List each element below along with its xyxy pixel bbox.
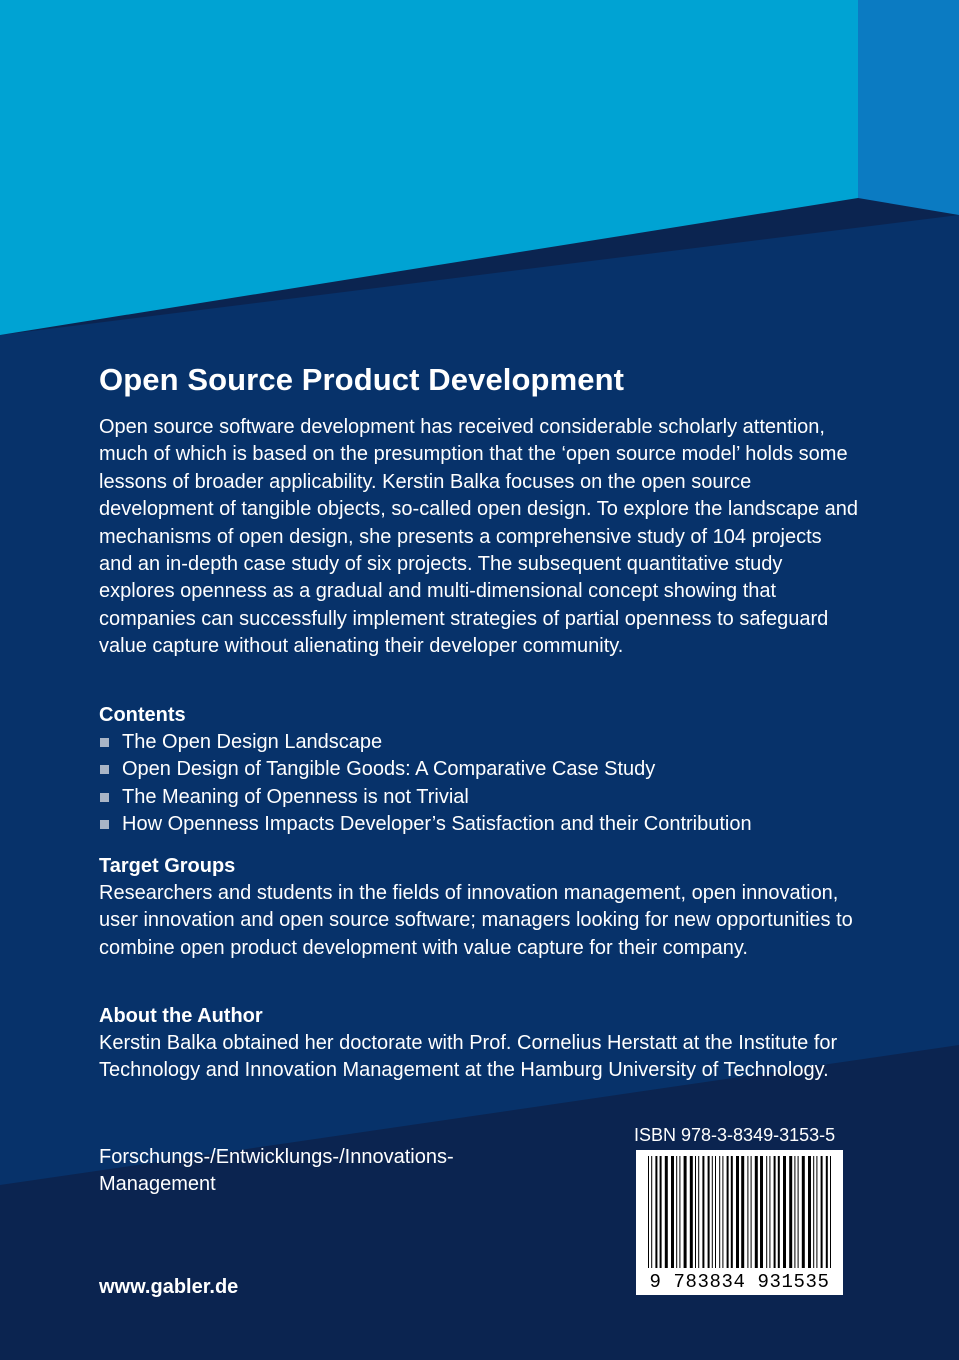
barcode-bar xyxy=(789,1156,792,1268)
barcode-bar xyxy=(741,1156,744,1268)
contents-list xyxy=(99,729,752,839)
square-bullet-icon xyxy=(100,820,109,829)
square-bullet-icon xyxy=(100,765,109,774)
barcode-bar xyxy=(727,1156,729,1268)
contents-item-label: How Openness Impacts Developer’s Satisfaction and their Contribution xyxy=(122,813,752,836)
about-author-text: Kerstin Balka obtained her doctorate with Prof. Cornelius Herstatt at the Institute for Technology and Innovation Management at the Hamburg University of Technology. xyxy=(99,1032,838,1082)
barcode-bar xyxy=(794,1156,795,1268)
barcode-bar xyxy=(715,1156,716,1268)
barcode-bar xyxy=(731,1156,733,1268)
contents-heading: Contents xyxy=(99,704,186,726)
book-description: Open source software development has received considerable scholarly attention, much of which is based on the presumption that the ‘open source model’ holds some lessons of broader applicability. Kerstin Balka focuses on the open source development of tangible objects, so-called open design. To explore the landscape and mechanisms of open design, she presents a comprehensive study of 104 projects and an in-depth case study of six projects. The subsequent quantitative study explores openness as a gradual and multi-dimensional concept showing that companies can successfully implement strategies of partial openness to safeguard value capture without alienating their developer community. xyxy=(99,416,859,658)
barcode-bar xyxy=(684,1156,687,1268)
barcode-bar xyxy=(665,1156,668,1268)
barcode-bar xyxy=(722,1156,723,1268)
barcode-bar xyxy=(679,1156,680,1268)
barcode-bar xyxy=(816,1156,817,1268)
series-name: Forschungs-/Entwicklungs-/Innovations-Management xyxy=(99,1146,454,1196)
barcode-bar xyxy=(808,1156,811,1268)
barcode-bar xyxy=(778,1156,780,1268)
barcode-bar xyxy=(708,1156,710,1268)
barcode-bar xyxy=(774,1156,776,1268)
barcode-bar xyxy=(676,1156,677,1268)
barcode-bar xyxy=(648,1156,649,1268)
barcode-bar xyxy=(760,1156,763,1268)
barcode-bar xyxy=(783,1156,786,1268)
barcode-bar xyxy=(698,1156,699,1268)
contents-item xyxy=(99,729,752,756)
isbn-label: ISBN 978-3-8349-3153-5 xyxy=(634,1125,836,1145)
barcode-bar xyxy=(821,1156,823,1268)
barcode-bar xyxy=(798,1156,799,1268)
barcode-bar xyxy=(747,1156,748,1268)
square-bullet-icon xyxy=(100,738,109,747)
contents-item xyxy=(99,811,752,838)
barcode-bar xyxy=(671,1156,674,1268)
contents-item-label: The Meaning of Openness is not Trivial xyxy=(122,785,469,808)
barcode-bar xyxy=(702,1156,704,1268)
barcode-bar xyxy=(719,1156,720,1268)
book-title: Open Source Product Development xyxy=(99,362,625,397)
barcode-bar xyxy=(651,1156,652,1268)
barcode-bar xyxy=(802,1156,805,1268)
barcode-bar xyxy=(660,1156,662,1268)
barcode-bar xyxy=(766,1156,767,1268)
contents-item xyxy=(99,784,752,811)
contents-item-label: The Open Design Landscape xyxy=(122,731,383,753)
about-author-heading: About the Author xyxy=(99,1005,263,1027)
barcode-bar xyxy=(830,1156,831,1268)
barcode-bar xyxy=(655,1156,657,1268)
barcode-bar xyxy=(755,1156,758,1268)
barcode-bar xyxy=(695,1156,696,1268)
target-groups-heading: Target Groups xyxy=(99,855,236,877)
barcode-bar xyxy=(736,1156,739,1268)
barcode-bar xyxy=(751,1156,752,1268)
barcode-bar xyxy=(813,1156,814,1268)
target-groups-text: Researchers and students in the fields of innovation management, open innovation, user innovation and open source software; managers looking for new opportunities to combine open product development with value capture for their company. xyxy=(99,882,853,959)
barcode-bar xyxy=(712,1156,713,1268)
square-bullet-icon xyxy=(100,793,109,802)
barcode-bar xyxy=(690,1156,693,1268)
barcode xyxy=(636,1150,843,1295)
barcode-bar xyxy=(769,1156,770,1268)
bright-blue-band xyxy=(858,0,959,215)
barcode-digits: 9 783834 931535 xyxy=(649,1271,830,1293)
barcode-bar xyxy=(826,1156,828,1268)
publisher-website: www.gabler.de xyxy=(99,1276,239,1298)
contents-item-label: Open Design of Tangible Goods: A Comparative Case Study xyxy=(122,758,656,781)
contents-item xyxy=(99,756,752,783)
